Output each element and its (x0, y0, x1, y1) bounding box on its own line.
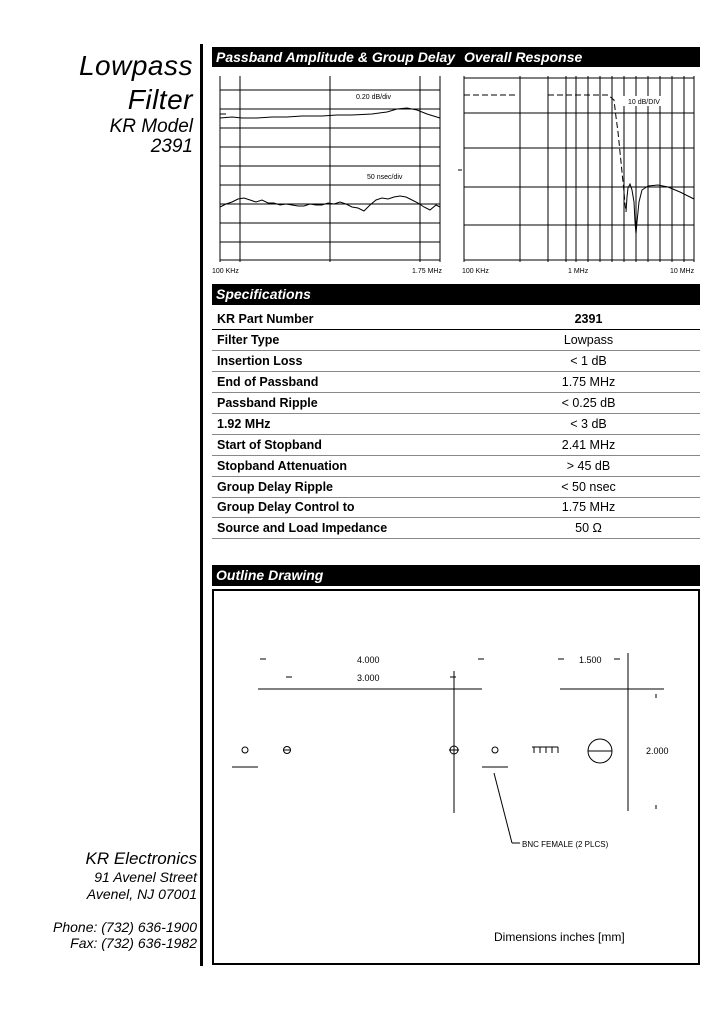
part-number-label: KR Part Number (212, 309, 472, 330)
spec-value: 2.41 MHz (472, 434, 700, 455)
charts-header-bar (212, 47, 700, 67)
overall-chart-heading: Overall Response (464, 49, 583, 65)
spec-row (212, 330, 700, 351)
spec-row (212, 351, 700, 372)
dim-height-label: 2.000 (646, 746, 669, 756)
overall-x-end: 10 MHz (670, 268, 695, 275)
passband-x-end: 1.75 MHz (412, 268, 442, 275)
company-phone: Phone: (732) 636-1900 (53, 919, 197, 935)
spec-row (212, 372, 700, 393)
title-model-number: 2391 (150, 136, 193, 157)
spec-value: < 50 nsec (472, 476, 700, 497)
spec-row (212, 518, 700, 539)
title-line-2: Filter (127, 84, 193, 115)
spec-label: Group Delay Control to (212, 497, 472, 518)
specifications-header-bar (212, 284, 700, 305)
title-line-1: Lowpass (78, 50, 193, 81)
passband-chart (212, 72, 452, 277)
spec-value: < 1 dB (472, 351, 700, 372)
dim-mount-label: 3.000 (357, 673, 380, 683)
overall-x-mid: 1 MHz (568, 268, 589, 275)
spec-value: < 0.25 dB (472, 393, 700, 414)
overall-response-chart (458, 72, 700, 277)
spec-value: 50 Ω (472, 518, 700, 539)
outline-header-bar (212, 565, 700, 586)
spec-label: Start of Stopband (212, 434, 472, 455)
outline-drawing (214, 591, 698, 963)
specifications-table (212, 309, 700, 539)
company-city: Avenel, NJ 07001 (86, 886, 197, 902)
spec-value: > 45 dB (472, 455, 700, 476)
spec-value: < 3 dB (472, 413, 700, 434)
spec-label: End of Passband (212, 372, 472, 393)
delay-scale-label: 50 nsec/div (367, 174, 403, 181)
overall-scale-label: 10 dB/DIV (628, 99, 660, 106)
spec-label: Stopband Attenuation (212, 455, 472, 476)
spec-label: Filter Type (212, 330, 472, 351)
spec-label: Group Delay Ripple (212, 476, 472, 497)
spec-row (212, 413, 700, 434)
dim-length-label: 4.000 (357, 655, 380, 665)
overall-x-start: 100 KHz (462, 268, 489, 275)
outline-heading: Outline Drawing (216, 567, 324, 583)
spec-row (212, 476, 700, 497)
vertical-divider (200, 44, 203, 966)
spec-row (212, 393, 700, 414)
company-street: 91 Avenel Street (94, 869, 197, 885)
amp-scale-label: 0.20 dB/div (356, 94, 392, 101)
spec-value: Lowpass (472, 330, 700, 351)
dim-width-label: 1.500 (579, 655, 602, 665)
title-model-label: KR Model (109, 116, 193, 137)
outline-drawing-frame (212, 589, 700, 965)
dimensions-note: Dimensions inches [mm] (494, 930, 625, 944)
spec-value: 1.75 MHz (472, 372, 700, 393)
spec-label: Source and Load Impedance (212, 518, 472, 539)
spec-value: 1.75 MHz (472, 497, 700, 518)
part-number-value: 2391 (472, 309, 700, 330)
specifications-heading: Specifications (216, 286, 311, 302)
company-name: KR Electronics (85, 849, 197, 868)
company-fax: Fax: (732) 636-1982 (70, 935, 197, 951)
spec-row (212, 455, 700, 476)
passband-x-start: 100 KHz (212, 268, 239, 275)
spec-label: Insertion Loss (212, 351, 472, 372)
spec-header-row (212, 309, 700, 330)
spec-row (212, 497, 700, 518)
spec-row (212, 434, 700, 455)
passband-chart-heading: Passband Amplitude & Group Delay (216, 49, 456, 65)
connector-label: BNC FEMALE (2 PLCS) (522, 840, 609, 849)
spec-label: Passband Ripple (212, 393, 472, 414)
spec-label: 1.92 MHz (212, 413, 472, 434)
